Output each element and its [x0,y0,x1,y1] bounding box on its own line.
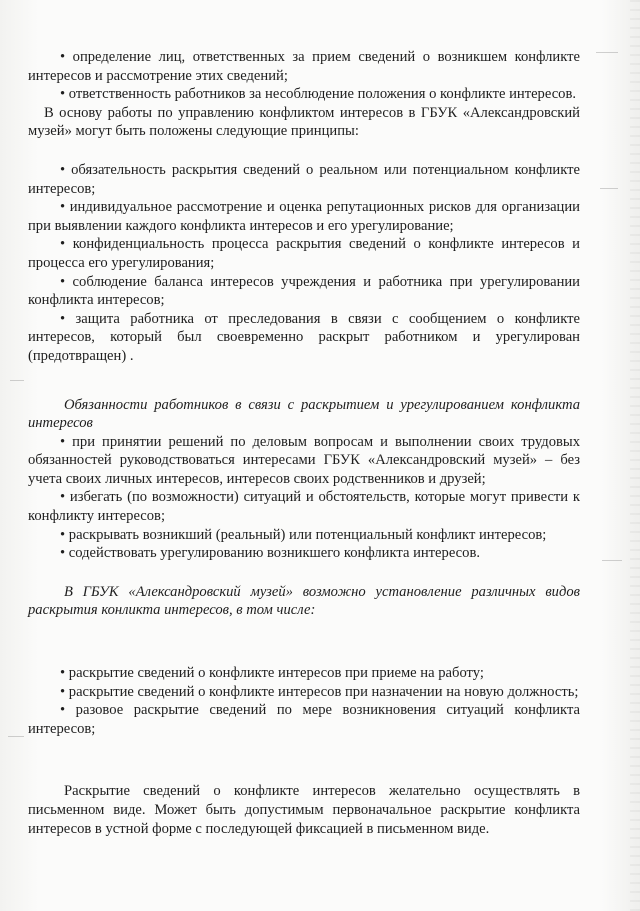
paragraph-gap [28,738,580,782]
scan-artifact [602,560,622,561]
bullet-disclose-conflict: • раскрывать возникший (реальный) или потенциальный конфликт интересов; [28,526,580,545]
bullet-protection: • защита работника от преследования в связи с сообщением о конфликте интересов, который был своевременно раскрыт работником и урегулирован (предотвращен) . [28,310,580,366]
scan-artifact [600,188,618,189]
scan-edge-noise [630,0,640,911]
bullet-decision-making: • при принятии решений по деловым вопросам и выполнении своих трудовых обязанностей руководствоваться интересами ГБУК «Александровский музей» – без учета своих личных интересов, интересов своих родственников и друзей; [28,433,580,489]
bullet-on-hiring: • раскрытие сведений о конфликте интересов при приеме на работу; [28,664,580,683]
bullet-individual-review: • индивидуальное рассмотрение и оценка репутационных рисков для организации при выявлении каждого конфликта интересов и его урегулирование; [28,198,580,235]
scan-artifact [10,380,24,381]
document-body [28,48,580,838]
scan-artifact [8,736,24,737]
paragraph-principles-intro: В основу работы по управлению конфликтом интересов в ГБУК «Александровский музей» могут быть положены следующие принципы: [28,104,580,140]
bullet-one-time: • разовое раскрытие сведений по мере возникновения ситуаций конфликта интересов; [28,701,580,738]
paragraph-gap [28,620,580,664]
bullet-on-appointment: • раскрытие сведений о конфликте интересов при назначении на новую должность; [28,683,580,702]
scan-artifact [596,52,618,53]
heading-duties: Обязанности работников в связи с раскрытием и урегулированием конфликта интересов [28,396,580,432]
heading-disclosure-types: В ГБУК «Александровский музей» возможно установление различных видов раскрытия конликта интересов, в том числе: [28,583,580,619]
bullet-employee-responsibility: • ответственность работников за несоблюдение положения о конфликте интересов. [28,85,580,104]
bullet-mandatory-disclosure: • обязательность раскрытия сведений о реальном или потенциальном конфликте интересов; [28,161,580,198]
bullet-responsible-persons: • определение лиц, ответственных за прием сведений о возникшем конфликте интересов и рассмотрение этих сведений; [28,48,580,85]
bullet-avoid-situations: • избегать (по возможности) ситуаций и обстоятельств, которые могут привести к конфликту интересов; [28,488,580,525]
paragraph-written-form: Раскрытие сведений о конфликте интересов желательно осуществлять в письменном виде. Может быть допустимым первоначальное раскрытие конфликта интересов в устной форме с последующей фиксацией в письменном виде. [28,783,580,837]
bullet-confidentiality: • конфиденциальность процесса раскрытия сведений о конфликте интересов и процесса его урегулирования; [28,235,580,272]
bullet-assist-resolution: • содействовать урегулированию возникшего конфликта интересов. [28,544,580,563]
paragraph-gap [28,366,580,396]
bullet-balance: • соблюдение баланса интересов учреждения и работника при урегулировании конфликта интересов; [28,273,580,310]
paragraph-gap [28,563,580,583]
paragraph-gap [28,141,580,161]
